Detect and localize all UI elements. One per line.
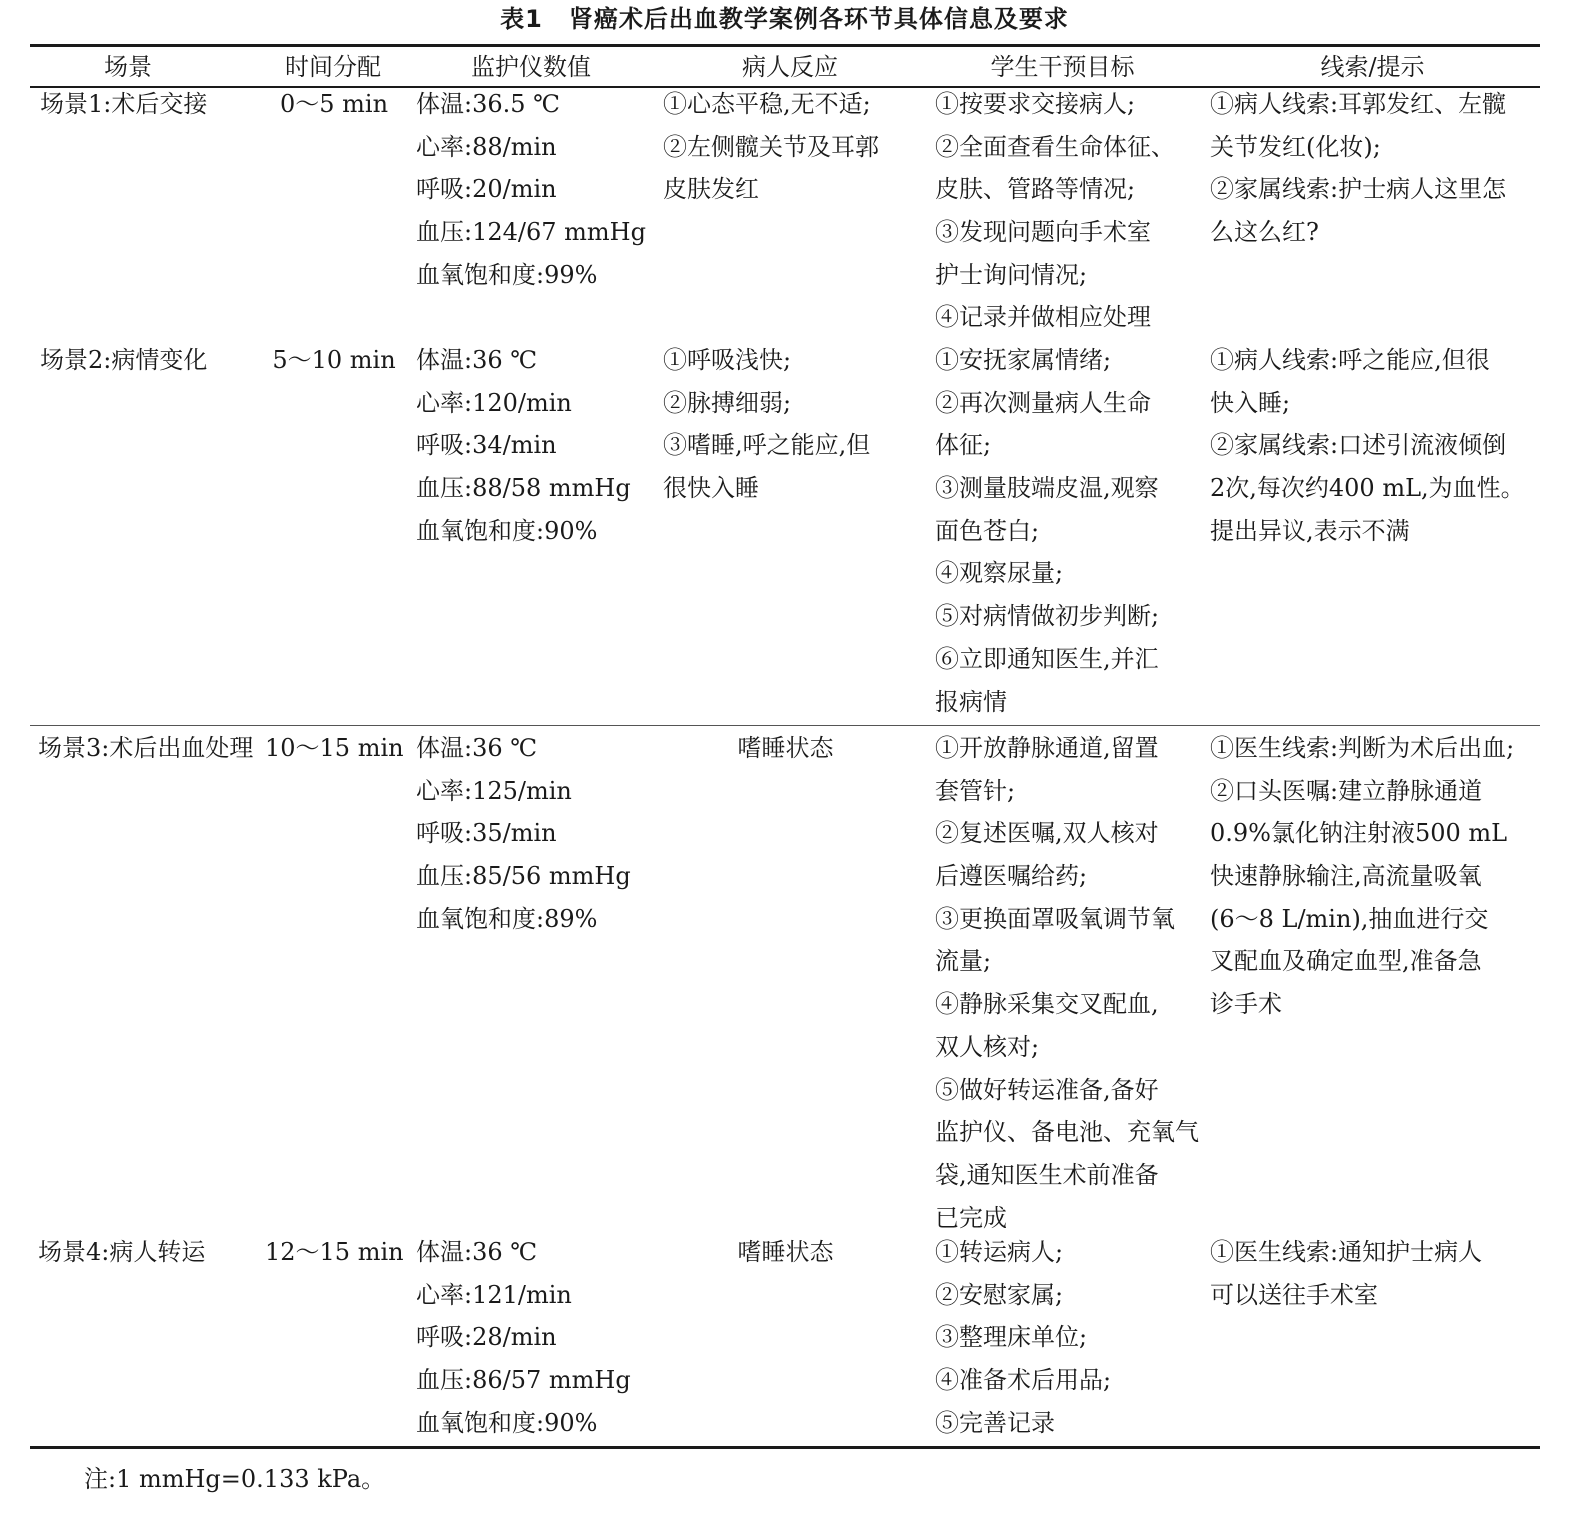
row4-scene: 场景4:病人转运	[38, 1238, 206, 1266]
row1-vital: 体温:36.5 ℃	[416, 90, 560, 118]
row4-clue-line: 可以送往手术室	[1210, 1280, 1378, 1309]
row1-vital: 心率:88/min	[416, 132, 557, 161]
row4-goal-line: ②安慰家属;	[935, 1280, 1064, 1309]
row1-clue-line: ②家属线索:护士病人这里怎	[1210, 175, 1507, 204]
row3-clue-line: (6～8 L/min),抽血进行交	[1210, 904, 1489, 933]
row3-vital: 心率:125/min	[416, 776, 572, 805]
row1-reaction-line: ②左侧髋关节及耳郭	[663, 132, 879, 161]
table-caption	[0, 2, 1569, 36]
row1-time: 0～5 min	[279, 90, 389, 118]
row2-goal-line: ③测量肢端皮温,观察	[935, 474, 1159, 503]
row2-vital: 血氧饱和度:90%	[416, 516, 598, 545]
table-title: 肾癌术后出血教学案例各环节具体信息及要求	[568, 5, 1069, 33]
row3-goal-line: ④静脉采集交叉配血,	[935, 990, 1159, 1019]
row3-goal-line: 监护仪、备电池、充氧气	[935, 1118, 1199, 1147]
row2-vital: 血压:88/58 mmHg	[416, 474, 631, 503]
row1-clue-line: ①病人线索:耳郭发红、左髋	[1210, 90, 1507, 118]
row4-vital: 心率:121/min	[416, 1280, 572, 1309]
row4-goal-line: ①转运病人;	[935, 1238, 1064, 1266]
row1-goal-line: ③发现问题向手术室	[935, 218, 1151, 247]
row2-reaction-line: ①呼吸浅快;	[663, 346, 792, 374]
header-vitals: 监护仪数值	[471, 53, 591, 81]
header-clues: 线索/提示	[1320, 53, 1425, 81]
row2-goal-line: ②再次测量病人生命	[935, 388, 1151, 417]
row4-reaction-line: 嗜睡状态	[737, 1238, 834, 1266]
row1-vital: 血压:124/67 mmHg	[416, 218, 646, 247]
row2-vitals	[416, 339, 656, 552]
row2-vital: 体温:36 ℃	[416, 346, 538, 374]
row4-vital: 血氧饱和度:90%	[416, 1408, 598, 1437]
row3-goal-line: 已完成	[935, 1203, 1007, 1232]
row4-clue-line: ①医生线索:通知护士病人	[1210, 1238, 1483, 1266]
row2-goal-line: ⑤对病情做初步判断;	[935, 602, 1160, 631]
row1-clues	[1210, 83, 1540, 254]
row1-reaction	[663, 83, 913, 211]
row3-goals	[935, 727, 1200, 1239]
row1-clue-line: 么这么红?	[1210, 218, 1319, 247]
row3-vital: 血压:85/56 mmHg	[416, 862, 631, 891]
row3-clue-line: 0.9%氯化钠注射液500 mL	[1210, 819, 1508, 848]
row3-clue-line: ①医生线索:判断为术后出血;	[1210, 734, 1515, 762]
row1-goals	[935, 83, 1200, 339]
row2-goal-line: 报病情	[935, 687, 1007, 716]
row2-clues	[1210, 339, 1540, 552]
row3-goal-line: 流量;	[935, 947, 992, 976]
row2-goal-line: ①安抚家属情绪;	[935, 346, 1112, 374]
row1-scene: 场景1:术后交接	[40, 90, 208, 118]
row3-vitals	[416, 727, 656, 940]
row2-time: 5～10 min	[272, 346, 396, 374]
row2-goal-line: 面色苍白;	[935, 516, 1040, 545]
row3-clue-line: ②口头医嘱:建立静脉通道	[1210, 776, 1483, 805]
row2-clue-line: 快入睡;	[1210, 388, 1291, 417]
row2-goal-line: ⑥立即通知医生,并汇	[935, 644, 1159, 673]
row3-goal-line: ⑤做好转运准备,备好	[935, 1075, 1159, 1104]
row3-clue-line: 快速静脉输注,高流量吸氧	[1210, 862, 1482, 891]
row3-clue-line: 叉配血及确定血型,准备急	[1210, 947, 1482, 976]
row3-clue-line: 诊手术	[1210, 990, 1282, 1019]
row3-scene: 场景3:术后出血处理	[38, 734, 254, 762]
row3-reaction-line: 嗜睡状态	[737, 734, 834, 762]
row2-clue-line: 提出异议,表示不满	[1210, 516, 1410, 545]
row3-goal-line: ①开放静脉通道,留置	[935, 734, 1159, 762]
row2-vital: 心率:120/min	[416, 388, 572, 417]
row3-reaction	[663, 727, 908, 770]
header-time: 时间分配	[285, 53, 381, 81]
bottom-rule	[30, 1446, 1540, 1449]
row3-vital: 体温:36 ℃	[416, 734, 538, 762]
header-scene: 场景	[104, 53, 152, 81]
row2-goals	[935, 339, 1200, 723]
row4-goal-line: ⑤完善记录	[935, 1408, 1055, 1437]
row2-goal-line: 体征;	[935, 431, 992, 460]
header-reaction: 病人反应	[742, 53, 838, 81]
row3-vital: 血氧饱和度:89%	[416, 904, 598, 933]
row1-goal-line: ①按要求交接病人;	[935, 90, 1136, 118]
row4-vital: 呼吸:28/min	[416, 1323, 557, 1352]
row2-reaction-line: ②脉搏细弱;	[663, 388, 792, 417]
row1-goal-line: ②全面查看生命体征、	[935, 132, 1175, 161]
row3-goal-line: 套管针;	[935, 776, 1016, 805]
row3-goal-line: ③更换面罩吸氧调节氧	[935, 904, 1175, 933]
row3-goal-line: ②复述医嘱,双人核对	[935, 819, 1159, 848]
row1-vitals	[416, 83, 656, 296]
table-number: 表1	[500, 5, 543, 33]
row1-vital: 呼吸:20/min	[416, 175, 557, 204]
section-rule	[30, 725, 1540, 726]
row1-goal-line: 皮肤、管路等情况;	[935, 175, 1136, 204]
row2-reaction-line: ③嗜睡,呼之能应,但	[663, 431, 871, 460]
row1-reaction-line: 皮肤发红	[663, 175, 759, 204]
row3-goal-line: 袋,通知医生术前准备	[935, 1160, 1159, 1189]
row1-goal-line: ④记录并做相应处理	[935, 303, 1151, 332]
row4-goals	[935, 1231, 1200, 1444]
row4-vital: 血压:86/57 mmHg	[416, 1366, 631, 1395]
row2-clue-line: ②家属线索:口述引流液倾倒	[1210, 431, 1507, 460]
table-note: 注:1 mmHg=0.133 kPa。	[84, 1465, 386, 1493]
row4-clues	[1210, 1231, 1540, 1316]
row4-vital: 体温:36 ℃	[416, 1238, 538, 1266]
row2-scene: 场景2:病情变化	[40, 346, 208, 374]
row3-goal-line: 双人核对;	[935, 1032, 1040, 1061]
row2-reaction	[663, 339, 913, 510]
row2-vital: 呼吸:34/min	[416, 431, 557, 460]
row4-goal-line: ③整理床单位;	[935, 1323, 1088, 1352]
row2-goal-line: ④观察尿量;	[935, 559, 1064, 588]
row2-reaction-line: 很快入睡	[663, 474, 759, 503]
row4-vitals	[416, 1231, 656, 1444]
row4-reaction	[663, 1231, 908, 1274]
row2-clue-line: ①病人线索:呼之能应,但很	[1210, 346, 1490, 374]
row1-reaction-line: ①心态平稳,无不适;	[663, 90, 871, 118]
row1-clue-line: 关节发红(化妆);	[1210, 132, 1381, 161]
row2-clue-line: 2次,每次约400 mL,为血性。	[1210, 474, 1525, 503]
row3-vital: 呼吸:35/min	[416, 819, 557, 848]
row3-goal-line: 后遵医嘱给药;	[935, 862, 1088, 891]
header-goals: 学生干预目标	[990, 53, 1135, 81]
row1-vital: 血氧饱和度:99%	[416, 260, 598, 289]
row3-clues	[1210, 727, 1540, 1026]
row3-time: 10～15 min	[265, 734, 404, 762]
row4-time: 12～15 min	[265, 1238, 404, 1266]
row1-goal-line: 护士询问情况;	[935, 260, 1088, 289]
row4-goal-line: ④准备术后用品;	[935, 1366, 1112, 1395]
